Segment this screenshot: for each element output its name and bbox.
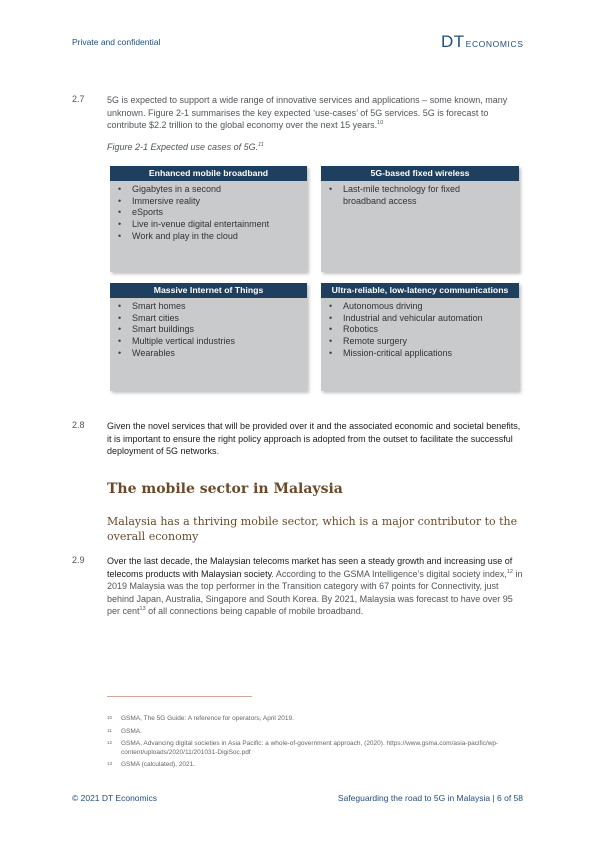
footer-copyright: © 2021 DT Economics — [72, 793, 158, 803]
list-item: • Robotics — [343, 324, 519, 336]
list-item: • Gigabytes in a second — [132, 184, 307, 196]
footnote-number: 10 — [107, 715, 113, 720]
paragraph-text: Given the novel services that will be provided over it and the associated economic and societal benefits, it is important to ensure the right policy approach is adopted from the outset to facilitate the successful deployment of 5G networks — [107, 421, 521, 456]
list-item: • Live in-venue digital entertainment — [132, 219, 307, 231]
use-case-list — [110, 301, 307, 360]
list-item: • Industrial and vehicular automation — [343, 313, 519, 325]
footnote — [107, 740, 527, 757]
use-case-list — [321, 184, 519, 207]
box-title: Enhanced mobile broadband — [110, 166, 307, 181]
footnote-number: 12 — [107, 740, 113, 745]
footnote-ref: 13 — [139, 606, 146, 612]
footnote-ref: 12 — [506, 568, 513, 575]
list-item: • Multiple vertical industries — [132, 336, 307, 348]
list-item: • Remote surgery — [343, 336, 519, 348]
list-item: • Last-mile technology for fixed broadband access — [343, 184, 483, 207]
footnote-ref: 10 — [377, 120, 384, 126]
paragraph-2-7 — [107, 94, 523, 132]
box-title: Ultra-reliable, low-latency communications — [321, 283, 519, 298]
paragraph-text: in 2019 Malaysia was the top performer in the Transition category with 67 points for Connectivity, just behind Japan, Australia, Singapore and South Korea. By 2021, Malaysia was forecast to have over 95 per cent — [107, 568, 523, 616]
list-item: • Wearables — [132, 348, 307, 360]
paragraph-text: . According to the GSMA Intelligence’s digital society index, — [271, 568, 507, 579]
footer-page-info: Safeguarding the road to 5G in Malaysia | 6 of 58 — [337, 793, 523, 803]
box-title: 5G-based fixed wireless — [321, 166, 519, 181]
logo-dt: DT — [441, 32, 465, 51]
paragraph-number: 2.8 — [72, 420, 85, 430]
list-item: • Mission-critical applications — [343, 348, 519, 360]
list-item: • Smart buildings — [132, 324, 307, 336]
footnote — [107, 715, 527, 724]
footnote-ref: 11 — [258, 142, 264, 148]
footnote — [107, 761, 527, 770]
paragraph-text: of all connections being capable of mobile broadband. — [145, 606, 364, 616]
footnote-text: GSMA, Advancing digital societies in Asia Pacific: a whole-of-government approach, (2020). https://www.gsma.com/asia-pacific/wp-content/uploads/2020/11/201031-DigiSoc.pdf — [121, 740, 499, 756]
list-item: • eSports — [132, 207, 307, 219]
footnote-text: GSMA (calculated), 2021. — [121, 761, 196, 768]
footnote — [107, 728, 527, 737]
list-item: • Immersive reality — [132, 196, 307, 208]
use-case-box-embb — [110, 166, 307, 272]
section-heading: The mobile sector in Malaysia — [107, 481, 343, 497]
paragraph-text-highlight: Over the last decade, the Malaysian telecoms market has seen a steady growth and increasing use of telecoms products with Malaysian society — [107, 556, 513, 579]
footnote-divider — [107, 696, 252, 697]
paragraph-text: 5G is expected to support a wide range of innovative services and applications – some known, many unknown. Figure 2-1 summarises the key expected ‘use-cases’ of 5G services. 5G is forecast to contribute $2.2 trillion to the global economy over the next 15 years. — [107, 95, 508, 130]
list-item: • Smart cities — [132, 313, 307, 325]
footnote-number: 13 — [107, 761, 113, 766]
box-title: Massive Internet of Things — [110, 283, 307, 298]
figure-caption-text: Figure 2-1 Expected use cases of 5G. — [107, 142, 259, 152]
dt-economics-logo — [441, 32, 524, 52]
list-item: • Work and play in the cloud — [132, 231, 307, 243]
figure-caption — [107, 142, 264, 152]
use-case-list — [110, 184, 307, 243]
list-item: • Smart homes — [132, 301, 307, 313]
footnote-text: GSMA, The 5G Guide: A reference for operators, April 2019. — [121, 715, 294, 722]
list-item: • Autonomous driving — [343, 301, 519, 313]
use-case-box-miot — [110, 283, 307, 391]
paragraph-number: 2.9 — [72, 555, 85, 565]
footnote-number: 11 — [107, 728, 112, 733]
logo-economics: ECONOMICS — [465, 39, 524, 49]
footnote-text: GSMA. — [121, 728, 142, 735]
section-subheading: Malaysia has a thriving mobile sector, which is a major contributor to the overall economy — [107, 515, 518, 543]
use-case-list — [321, 301, 519, 360]
paragraph-number: 2.7 — [72, 94, 85, 104]
header-confidentiality: Private and confidential — [72, 37, 161, 47]
paragraph-2-8 — [107, 420, 523, 458]
paragraph-text-end: . — [216, 446, 220, 456]
paragraph-2-9 — [107, 555, 523, 618]
use-case-box-urllc — [321, 283, 519, 391]
use-case-box-fixed-wireless — [321, 166, 519, 272]
